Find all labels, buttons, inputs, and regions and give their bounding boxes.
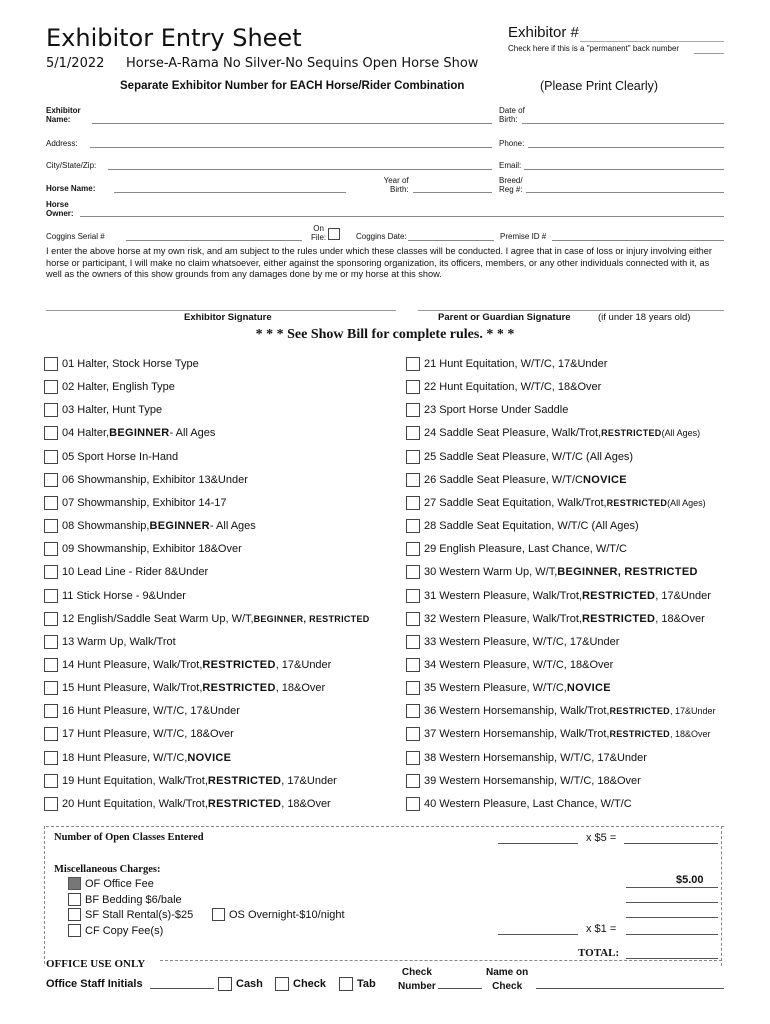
times-1-label: x $1 = [586, 923, 617, 935]
class-entry[interactable] [406, 450, 633, 464]
exhibitor-name-field[interactable] [92, 123, 492, 124]
class-checkbox[interactable] [406, 426, 420, 440]
class-checkbox[interactable] [44, 473, 58, 487]
class-checkbox[interactable] [406, 473, 420, 487]
class-label: 16 Hunt Pleasure, W/T/C, 17&Under [62, 705, 240, 718]
class-label: 10 Lead Line - Rider 8&Under [62, 566, 209, 579]
class-entry[interactable] [406, 727, 710, 741]
class-emphasis: BEGINNER [109, 427, 170, 440]
class-suffix: - All Ages [209, 520, 256, 533]
dob-field[interactable] [522, 123, 724, 124]
dob-label: Date of Birth: [499, 106, 525, 124]
class-label: 06 Showmanship, Exhibitor 13&Under [62, 473, 248, 486]
class-checkbox[interactable] [44, 496, 58, 510]
fees-box-top-border [46, 826, 724, 827]
class-checkbox[interactable] [44, 681, 58, 695]
on-file-checkbox[interactable] [328, 228, 340, 240]
class-entry[interactable] [406, 519, 639, 533]
tab-label: Tab [357, 978, 376, 990]
exhibitor-signature-field[interactable] [46, 310, 396, 311]
show-bill-note: * * * See Show Bill for complete rules. * * * [255, 327, 515, 342]
class-label: 35 Western Pleasure, W/T/C, [424, 682, 567, 695]
copy-count-field[interactable] [498, 934, 578, 935]
overnight-label: OS Overnight-$10/night [229, 908, 345, 921]
city-label: City/State/Zip: [46, 161, 97, 170]
class-emphasis: RESTRICTED [202, 658, 276, 671]
class-entry[interactable] [406, 704, 715, 718]
breed-field[interactable] [526, 192, 724, 193]
class-entry[interactable] [406, 612, 705, 626]
tab-checkbox[interactable] [339, 977, 353, 991]
exhibitor-signature-label: Exhibitor Signature [184, 312, 272, 323]
page-title: Exhibitor Entry Sheet [46, 24, 302, 52]
coggins-date-field[interactable] [408, 240, 494, 241]
class-entry[interactable] [44, 519, 256, 533]
cash-label: Cash [236, 978, 263, 990]
stall-checkbox[interactable] [68, 908, 81, 921]
horse-owner-label: Horse Owner: [46, 200, 74, 218]
class-checkbox[interactable] [406, 704, 420, 718]
class-label: 27 Saddle Seat Equitation, Walk/Trot, [424, 496, 607, 509]
class-entry[interactable] [44, 797, 331, 811]
bedding-checkbox[interactable] [68, 893, 81, 906]
fees-box-right-border [721, 826, 722, 966]
class-emphasis: NOVICE [187, 751, 232, 764]
class-entry[interactable] [44, 658, 331, 672]
address-label: Address: [46, 139, 78, 148]
coggins-serial-label: Coggins Serial # [46, 232, 105, 241]
class-suffix: , 18&Over [275, 682, 326, 695]
class-entry[interactable] [44, 473, 248, 487]
class-label: 33 Western Pleasure, W/T/C, 17&Under [424, 635, 620, 648]
class-checkbox[interactable] [44, 542, 58, 556]
class-checkbox[interactable] [44, 774, 58, 788]
class-entry[interactable] [44, 450, 178, 464]
class-entry[interactable] [406, 589, 711, 603]
premise-id-label: Premise ID # [500, 232, 547, 241]
class-entry[interactable] [44, 774, 337, 788]
total-field[interactable] [626, 958, 718, 959]
class-checkbox[interactable] [44, 727, 58, 741]
class-entry[interactable] [406, 357, 607, 371]
class-label: 32 Western Pleasure, Walk/Trot, [424, 612, 582, 625]
open-classes-label: Number of Open Classes Entered [54, 832, 204, 843]
permanent-number-field[interactable] [694, 53, 724, 54]
class-emphasis: RESTRICTED [581, 612, 656, 625]
class-entry[interactable] [406, 774, 641, 788]
class-label: 14 Hunt Pleasure, Walk/Trot, [62, 658, 203, 671]
fees-box-left-border [44, 826, 45, 964]
class-emphasis: RESTRICTED [601, 428, 662, 439]
class-emphasis: RESTRICTED [606, 497, 668, 508]
overnight-checkbox[interactable] [212, 908, 225, 921]
class-emphasis: BEGINNER [149, 520, 210, 533]
class-entry[interactable] [44, 589, 186, 603]
class-checkbox[interactable] [406, 565, 420, 579]
class-checkbox[interactable] [44, 450, 58, 464]
coggins-serial-field[interactable] [126, 240, 302, 241]
class-checkbox[interactable] [406, 589, 420, 603]
class-checkbox[interactable] [44, 589, 58, 603]
parent-signature-field[interactable] [418, 310, 724, 311]
office-use-title: OFFICE USE ONLY [46, 958, 146, 970]
class-checkbox[interactable] [406, 496, 420, 510]
class-entry[interactable] [44, 380, 175, 394]
class-checkbox[interactable] [406, 380, 420, 394]
class-label: 11 Stick Horse - 9&Under [62, 589, 186, 602]
on-file-label: On File: [311, 224, 327, 242]
class-label: 05 Sport Horse In-Hand [62, 450, 179, 463]
phone-field[interactable] [528, 147, 724, 148]
class-checkbox[interactable] [44, 797, 58, 811]
class-emphasis: RESTRICTED [207, 797, 282, 810]
class-emphasis: RESTRICTED [609, 729, 670, 740]
horse-name-label: Horse Name: [46, 184, 96, 193]
class-checkbox[interactable] [406, 774, 420, 788]
email-label: Email: [499, 161, 522, 170]
stall-label: SF Stall Rental(s)-$25 [85, 908, 194, 921]
class-checkbox[interactable] [406, 658, 420, 672]
permanent-number-label: Check here if this is a "permanent" back number [508, 44, 680, 53]
class-entry[interactable] [406, 635, 619, 649]
class-checkbox[interactable] [44, 704, 58, 718]
class-suffix: (All Ages) [661, 428, 701, 439]
class-checkbox[interactable] [44, 751, 58, 765]
class-suffix: , 17&Under [281, 774, 337, 787]
class-label: 36 Western Horsemanship, Walk/Trot, [424, 705, 610, 718]
fees-box-bottom-border [160, 960, 722, 961]
class-checkbox[interactable] [406, 635, 420, 649]
class-emphasis: RESTRICTED [202, 682, 276, 695]
open-classes-count-field[interactable] [498, 843, 578, 844]
bedding-row [68, 893, 182, 906]
class-suffix: - All Ages [169, 427, 216, 440]
class-label: 15 Hunt Pleasure, Walk/Trot, [62, 682, 203, 695]
office-fee-checkbox[interactable] [68, 877, 81, 890]
name-on-check-field[interactable] [536, 988, 724, 989]
misc-charges-label: Miscellaneous Charges: [54, 864, 161, 875]
class-label: 19 Hunt Equitation, Walk/Trot, [62, 774, 208, 787]
class-entry[interactable] [406, 496, 706, 510]
class-emphasis: BEGINNER, RESTRICTED [253, 613, 370, 624]
class-emphasis: RESTRICTED [609, 706, 670, 717]
class-entry[interactable] [406, 403, 568, 417]
class-label: 23 Sport Horse Under Saddle [424, 404, 569, 417]
class-entry[interactable] [44, 565, 208, 579]
class-entry[interactable] [406, 473, 627, 487]
class-checkbox[interactable] [406, 612, 420, 626]
class-checkbox[interactable] [44, 635, 58, 649]
copy-fee-label: CF Copy Fee(s) [85, 924, 164, 937]
class-checkbox[interactable] [406, 450, 420, 464]
class-emphasis: NOVICE [582, 473, 627, 486]
bedding-amount-field[interactable] [626, 902, 718, 903]
stall-amount-field[interactable] [626, 917, 718, 918]
year-of-birth-field[interactable] [413, 192, 492, 193]
class-label: 21 Hunt Equitation, W/T/C, 17&Under [424, 358, 608, 370]
copy-amount-field[interactable] [626, 934, 718, 935]
class-label: 07 Showmanship, Exhibitor 14-17 [62, 496, 227, 509]
separate-number-note: Separate Exhibitor Number for EACH Horse/Rider Combination [120, 80, 465, 92]
class-label: 34 Western Pleasure, W/T/C, 18&Over [424, 658, 614, 671]
class-suffix: , 18&Over [669, 729, 711, 740]
cash-option [218, 977, 263, 991]
email-field[interactable] [524, 169, 724, 170]
class-label: 03 Halter, Hunt Type [62, 404, 163, 417]
class-label: 24 Saddle Seat Pleasure, Walk/Trot, [424, 427, 602, 440]
class-entry[interactable] [406, 797, 632, 811]
class-entry[interactable] [406, 658, 613, 672]
class-entry[interactable] [44, 612, 370, 626]
overnight-row [212, 908, 345, 921]
class-entry[interactable] [44, 751, 231, 765]
class-checkbox[interactable] [406, 797, 420, 811]
check-number-field[interactable] [438, 988, 482, 989]
class-entry[interactable] [44, 357, 199, 371]
stall-row [68, 908, 193, 921]
class-checkbox[interactable] [406, 519, 420, 533]
city-field[interactable] [108, 169, 492, 170]
liability-disclaimer: I enter the above horse at my own risk, and am subject to the rules under which these classes will be conducted. I agree that in case of loss or injury involving either horse or participant, I will make no claim whatsoever, either against the sponsoring organization, its officers, members, or any other individuals connected with it, as well as the owners of this show grounds from any damages done by me or my horse at this show. [46, 246, 712, 279]
class-checkbox[interactable] [406, 357, 420, 371]
class-label: 04 Halter, [62, 427, 110, 440]
class-emphasis: BEGINNER, RESTRICTED [557, 566, 698, 579]
class-label: 40 Western Pleasure, Last Chance, W/T/C [424, 797, 632, 810]
class-label: 17 Hunt Pleasure, W/T/C, 18&Over [62, 728, 234, 741]
class-label: 12 English/Saddle Seat Warm Up, W/T, [62, 612, 254, 625]
show-name: Horse-A-Rama No Silver-No Sequins Open Horse Show [126, 56, 479, 71]
exhibitor-name-label: Exhibitor Name: [46, 106, 81, 124]
class-entry[interactable] [406, 380, 601, 394]
office-fee-row [68, 877, 154, 890]
tab-option [339, 977, 376, 991]
class-entry[interactable] [406, 565, 698, 579]
class-entry[interactable] [44, 704, 240, 718]
class-checkbox[interactable] [406, 681, 420, 695]
parent-signature-label: Parent or Guardian Signature [438, 312, 571, 323]
check-number-label: Check Number [398, 967, 436, 992]
class-checkbox[interactable] [406, 751, 420, 765]
show-date: 5/1/2022 [46, 56, 105, 71]
class-checkbox[interactable] [44, 380, 58, 394]
class-label: 39 Western Horsemanship, W/T/C, 18&Over [424, 774, 641, 787]
class-label: 09 Showmanship, Exhibitor 18&Over [62, 543, 242, 556]
class-label: 18 Hunt Pleasure, W/T/C, [62, 751, 188, 764]
class-suffix: (All Ages) [667, 497, 706, 508]
coggins-date-label: Coggins Date: [356, 232, 407, 241]
class-suffix: , 17&Under [655, 589, 711, 602]
class-checkbox[interactable] [406, 403, 420, 417]
office-staff-initials-field[interactable] [150, 988, 214, 989]
year-of-birth-label: Year of Birth: [383, 176, 409, 194]
cash-checkbox[interactable] [218, 977, 232, 991]
copy-fee-row [68, 924, 163, 937]
class-suffix: , 17&Under [275, 658, 332, 671]
class-label: 25 Saddle Seat Pleasure, W/T/C (All Ages) [424, 450, 634, 463]
office-staff-initials-label: Office Staff Initials [46, 978, 143, 990]
premise-id-field[interactable] [552, 240, 724, 241]
class-suffix: , 18&Over [281, 797, 331, 810]
class-checkbox[interactable] [406, 727, 420, 741]
class-emphasis: RESTRICTED [207, 774, 282, 787]
horse-owner-field[interactable] [80, 216, 724, 217]
class-emphasis: RESTRICTED [581, 589, 656, 602]
breed-label: Breed/ Reg #: [499, 176, 523, 194]
office-fee-amount-field [626, 887, 718, 888]
check-checkbox[interactable] [275, 977, 289, 991]
office-fee-label: OF Office Fee [85, 877, 154, 890]
class-label: 38 Western Horsemanship, W/T/C, 17&Under [424, 751, 647, 764]
class-suffix: , 17&Under [669, 706, 716, 717]
copy-fee-checkbox[interactable] [68, 924, 81, 937]
class-label: 01 Halter, Stock Horse Type [62, 358, 199, 370]
class-checkbox[interactable] [44, 357, 58, 371]
office-fee-amount: $5.00 [676, 874, 704, 886]
class-entry[interactable] [406, 426, 700, 440]
class-emphasis: NOVICE [566, 682, 611, 695]
class-suffix: , 18&Over [655, 612, 705, 625]
class-label: 30 Western Warm Up, W/T, [424, 566, 558, 579]
class-entry[interactable] [406, 681, 611, 695]
class-entry[interactable] [44, 727, 234, 741]
class-entry[interactable] [44, 426, 215, 440]
exhibitor-number-field[interactable] [580, 41, 724, 42]
class-checkbox[interactable] [44, 658, 58, 672]
check-label: Check [293, 978, 327, 990]
class-label: 20 Hunt Equitation, Walk/Trot, [62, 797, 208, 810]
class-checkbox[interactable] [44, 612, 58, 626]
open-classes-total-field[interactable] [624, 843, 718, 844]
class-checkbox[interactable] [44, 565, 58, 579]
under-18-note: (if under 18 years old) [598, 312, 691, 323]
class-entry[interactable] [44, 635, 176, 649]
address-field[interactable] [90, 147, 492, 148]
print-clearly-note: (Please Print Clearly) [540, 79, 659, 93]
horse-name-field[interactable] [114, 192, 346, 193]
class-entry[interactable] [44, 681, 325, 695]
class-label: 02 Halter, English Type [62, 381, 175, 394]
class-checkbox[interactable] [406, 542, 420, 556]
class-entry[interactable] [406, 751, 647, 765]
class-entry[interactable] [44, 496, 226, 510]
phone-label: Phone: [499, 139, 525, 148]
class-label: 08 Showmanship, [62, 520, 150, 533]
class-checkbox[interactable] [44, 519, 58, 533]
class-checkbox[interactable] [44, 426, 58, 440]
exhibitor-number-label: Exhibitor # [508, 24, 579, 41]
class-label: 31 Western Pleasure, Walk/Trot, [424, 589, 582, 602]
name-on-check-label: Name on Check [486, 967, 529, 992]
check-option [275, 977, 326, 991]
bedding-label: BF Bedding $6/bale [85, 893, 182, 906]
class-entry[interactable] [44, 403, 162, 417]
total-label: TOTAL: [578, 947, 620, 959]
times-5-label: x $5 = [586, 832, 617, 844]
class-checkbox[interactable] [44, 403, 58, 417]
class-label: 26 Saddle Seat Pleasure, W/T/C [424, 473, 583, 486]
class-label: 29 English Pleasure, Last Chance, W/T/C [424, 543, 627, 556]
class-entry[interactable] [406, 542, 627, 556]
class-label: 37 Western Horsemanship, Walk/Trot, [424, 728, 610, 741]
class-label: 13 Warm Up, Walk/Trot [62, 635, 176, 648]
class-entry[interactable] [44, 542, 242, 556]
class-label: 22 Hunt Equitation, W/T/C, 18&Over [424, 381, 602, 394]
class-label: 28 Saddle Seat Equitation, W/T/C (All Ages) [424, 520, 639, 533]
